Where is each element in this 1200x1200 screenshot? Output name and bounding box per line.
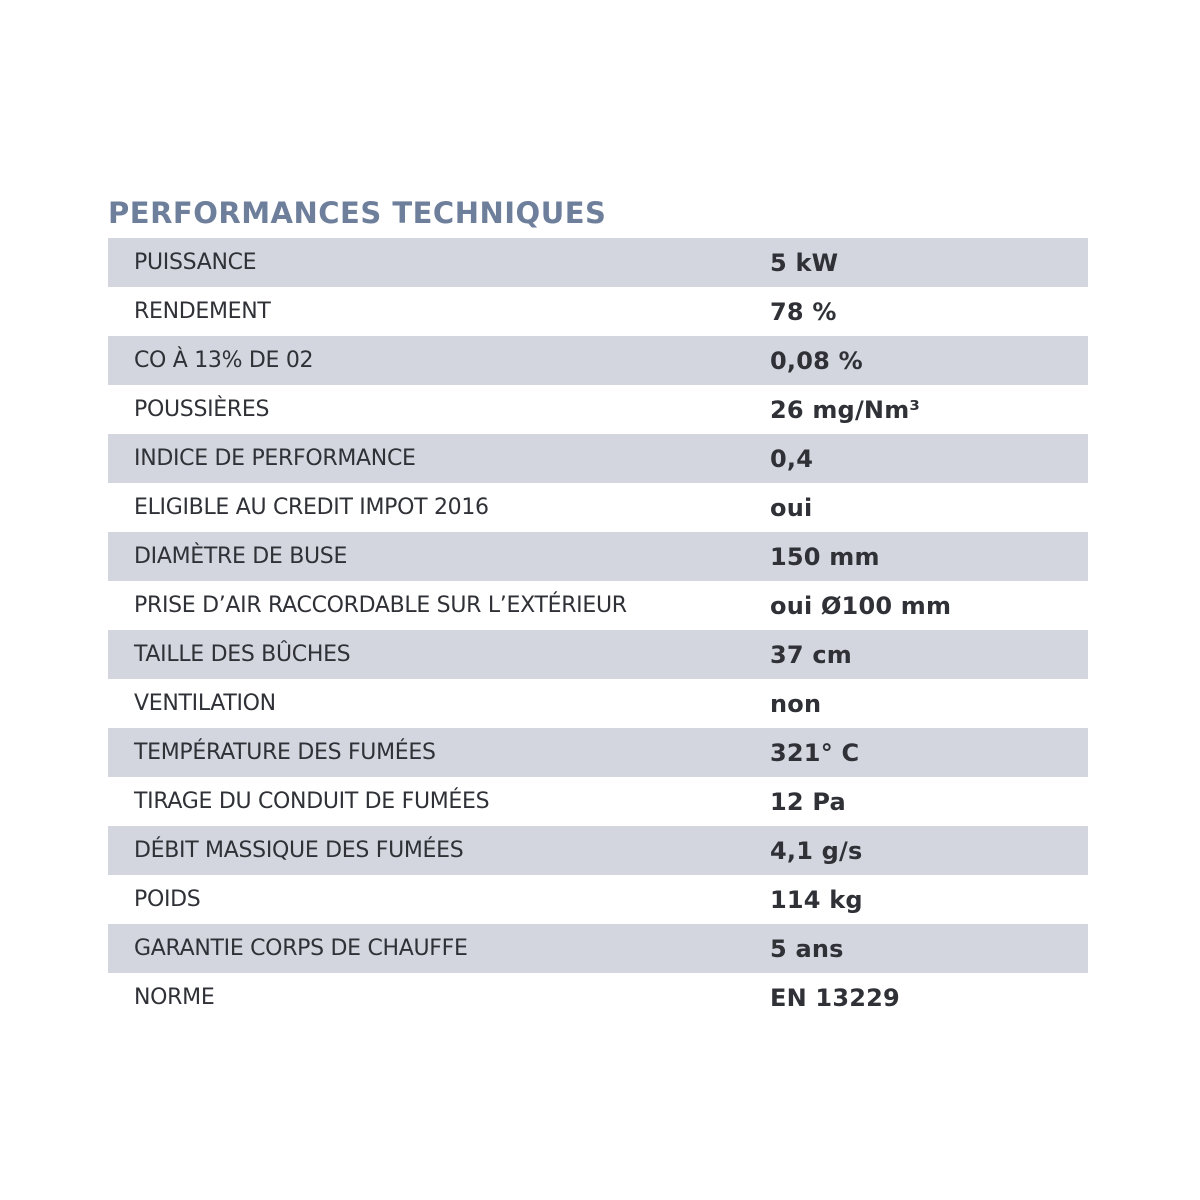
spec-value: 0,4 xyxy=(770,444,814,473)
spec-row xyxy=(108,581,1088,630)
spec-row xyxy=(108,434,1088,483)
spec-value: 37 cm xyxy=(770,640,852,669)
spec-value: non xyxy=(770,689,822,718)
spec-label: NORME xyxy=(134,985,215,1010)
spec-value: 12 Pa xyxy=(770,787,846,816)
spec-label: INDICE DE PERFORMANCE xyxy=(134,446,416,471)
spec-row xyxy=(108,336,1088,385)
spec-label: TAILLE DES BÛCHES xyxy=(134,642,351,667)
spec-label: RENDEMENT xyxy=(134,299,271,324)
spec-value: oui xyxy=(770,493,813,522)
spec-value: 26 mg/Nm³ xyxy=(770,395,921,424)
spec-row xyxy=(108,973,1088,1022)
spec-row xyxy=(108,287,1088,336)
spec-value: 4,1 g/s xyxy=(770,836,863,865)
spec-label: GARANTIE CORPS DE CHAUFFE xyxy=(134,936,468,961)
spec-label: CO À 13% DE 02 xyxy=(134,348,314,373)
spec-sheet xyxy=(108,188,1088,1022)
spec-row xyxy=(108,238,1088,287)
spec-label: TIRAGE DU CONDUIT DE FUMÉES xyxy=(134,789,490,814)
spec-label: POUSSIÈRES xyxy=(134,397,270,422)
spec-label: PRISE D’AIR RACCORDABLE SUR L’EXTÉRIEUR xyxy=(134,593,627,618)
spec-label: VENTILATION xyxy=(134,691,276,716)
spec-row xyxy=(108,679,1088,728)
spec-label: DÉBIT MASSIQUE DES FUMÉES xyxy=(134,838,464,863)
spec-label: DIAMÈTRE DE BUSE xyxy=(134,544,348,569)
sheet-title: PERFORMANCES TECHNIQUES xyxy=(108,196,607,230)
spec-value: 0,08 % xyxy=(770,346,863,375)
spec-value: 321° C xyxy=(770,738,860,767)
spec-value: 150 mm xyxy=(770,542,880,571)
spec-row xyxy=(108,924,1088,973)
spec-label: TEMPÉRATURE DES FUMÉES xyxy=(134,740,436,765)
spec-row xyxy=(108,875,1088,924)
spec-value: EN 13229 xyxy=(770,983,900,1012)
spec-row xyxy=(108,826,1088,875)
spec-table xyxy=(108,238,1088,1022)
spec-value: oui Ø100 mm xyxy=(770,591,952,620)
spec-label: ELIGIBLE AU CREDIT IMPOT 2016 xyxy=(134,495,489,520)
spec-row xyxy=(108,728,1088,777)
spec-row xyxy=(108,385,1088,434)
spec-label: POIDS xyxy=(134,887,201,912)
spec-row xyxy=(108,777,1088,826)
spec-value: 114 kg xyxy=(770,885,863,914)
spec-value: 5 kW xyxy=(770,248,839,277)
spec-label: PUISSANCE xyxy=(134,250,257,275)
spec-row xyxy=(108,483,1088,532)
spec-value: 78 % xyxy=(770,297,837,326)
spec-row xyxy=(108,532,1088,581)
spec-row xyxy=(108,630,1088,679)
spec-value: 5 ans xyxy=(770,934,844,963)
